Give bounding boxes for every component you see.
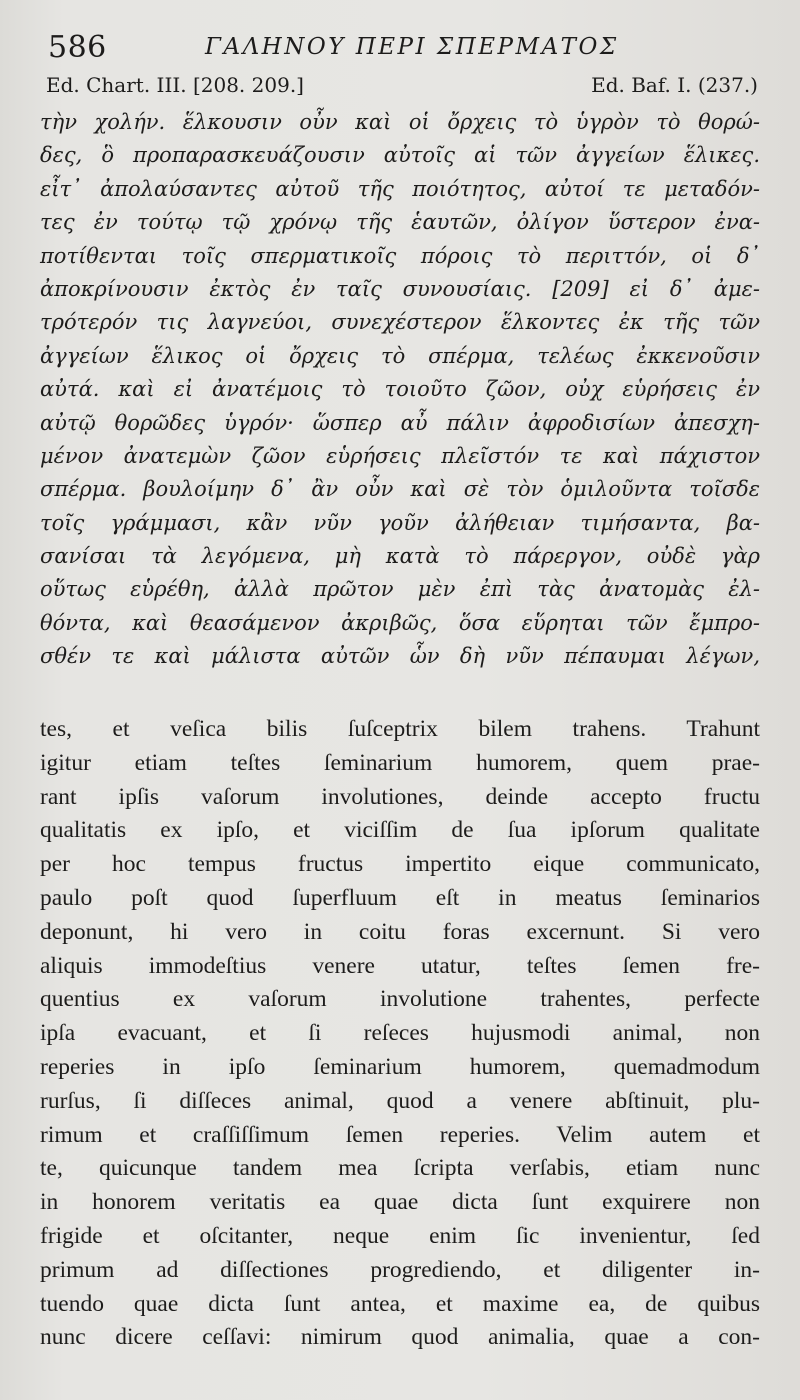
latin-text-line: te, quicunque tandem mea ſcripta verſabis, etiam nunc (40, 1155, 760, 1182)
edition-chart-reference: Ed. Chart. III. [208. 209.] (46, 73, 304, 97)
latin-text-line: ipſa evacuant, et ſi reſeces hujusmodi animal, non (40, 1020, 760, 1047)
latin-text-line: nunc dicere ceſſavi: nimirum quod animalia, quae a con- (40, 1324, 760, 1351)
greek-text-line: μένον ἀνατεμὼν ζῶον εὑρήσεις πλεῖστόν τε καὶ πάχιστον (40, 443, 760, 468)
latin-text-line: reperies in ipſo ſeminarium humorem, quemadmodum (40, 1053, 760, 1080)
greek-text-line: σπέρμα. βουλοίμην δ᾽ ἂν οὖν καὶ σὲ τὸν ὁμιλοῦντα τοῖσδε (40, 477, 760, 502)
greek-text-line: τὴν χολήν. ἕλκουσιν οὖν καὶ οἱ ὄρχεις τὸ ὑγρὸν τὸ θορώ- (40, 110, 760, 134)
greek-text-line: ἀγγείων ἕλικος οἱ ὄρχεις τὸ σπέρμα, τελέως ἐκκενοῦσιν (40, 343, 760, 368)
latin-text-line: quentius ex vaſorum involutione trahentes, perfecte (40, 986, 760, 1013)
greek-text-line: αὐτά. καὶ εἰ ἀνατέμοις τὸ τοιοῦτο ζῶον, οὐχ εὑρήσεις ἐν (40, 377, 760, 402)
greek-text-block (40, 106, 760, 674)
latin-text-line: in honorem veritatis ea quae dicta ſunt exquirere non (40, 1189, 760, 1216)
latin-text-line: frigide et oſcitanter, neque enim ſic invenientur, ſed (40, 1222, 760, 1249)
greek-text-line: τρότερόν τις λαγνεύοι, συνεχέστερον ἕλκοντες ἐκ τῆς τῶν (40, 310, 760, 335)
greek-text-line: ἀποκρίνουσιν ἐκτὸς ἐν ταῖς συνουσίαις. [209] εἰ δ᾽ ἀμε- (40, 276, 760, 301)
latin-text-line: rimum et craſſiſſimum ſemen reperies. Velim autem et (40, 1121, 760, 1148)
greek-text-line: οὕτως εὑρέθη, ἀλλὰ πρῶτον μὲν ἐπὶ τὰς ἀνατομὰς ἐλ- (40, 577, 760, 602)
edition-basel-reference: Ed. Baf. I. (237.) (591, 73, 758, 97)
page-number: 586 (48, 30, 107, 65)
greek-text-line: δες, ὃ προπαρασκευάζουσιν αὐτοῖς αἱ τῶν ἀγγείων ἕλικες. (40, 143, 760, 168)
running-head (40, 24, 760, 68)
latin-text-line: paulo poſt quod ſuperfluum eſt in meatus ſeminarios (40, 884, 760, 911)
latin-text-line: rant ipſis vaſorum involutiones, deinde accepto fructu (40, 783, 760, 810)
greek-text-line: θόντα, καὶ θεασάμενον ἀκριβῶς, ὅσα εὕρηται τῶν ἔμπρο- (40, 610, 760, 635)
latin-text-line: qualitatis ex ipſo, et viciſſim de ſua ipſorum qualitate (40, 817, 760, 844)
latin-text-line: primum ad diſſectiones progrediendo, et diligenter in- (40, 1256, 760, 1283)
latin-text-line: rurſus, ſi diſſeces animal, quod a venere abſtinuit, plu- (40, 1087, 760, 1114)
greek-text-line: τοῖς γράμμασι, κἂν νῦν γοῦν ἀλήθειαν τιμήσαντα, βα- (40, 510, 760, 535)
greek-text-line: εἶτ᾽ ἀπολαύσαντες αὐτοῦ τῆς ποιότητος, αὐτοί τε μεταδόν- (40, 176, 760, 201)
latin-text-line: tuendo quae dicta ſunt antea, et maxime ea, de quibus (40, 1290, 760, 1317)
latin-text-line: per hoc tempus fructus impertito eique communicato, (40, 851, 760, 878)
latin-text-line: aliquis immodeſtius venere utatur, teſtes ſemen fre- (40, 952, 760, 979)
greek-text-line: τες ἐν τούτῳ τῷ χρόνῳ τῆς ἑαυτῶν, ὀλίγον ὕστερον ἐνα- (40, 210, 760, 235)
greek-text-line: σανίσαι τὰ λεγόμενα, μὴ κατὰ τὸ πάρεργον, οὐδὲ γὰρ (40, 544, 760, 569)
greek-text-line: αὐτῷ θορῶδες ὑγρόν· ὥσπερ αὖ πάλιν ἀφροδισίων ἀπεσχη- (40, 410, 760, 435)
latin-text-line: tes, et veſica bilis ſuſceptrix bilem trahens. Trahunt (40, 716, 760, 742)
latin-text-block (40, 713, 760, 1355)
greek-text-line: ποτίθενται τοῖς σπερματικοῖς πόροις τὸ περιττόν, οἱ δ᾽ (40, 243, 760, 268)
running-title: ΓΑΛΗΝΟΥ ΠΕΡΙ ΣΠΕΡΜΑΤΟΣ (205, 34, 619, 60)
greek-text-line: σθέν τε καὶ μάλιστα αὐτῶν ὧν δὴ νῦν πέπαυμαι λέγων, (40, 644, 760, 669)
edition-references (46, 73, 758, 103)
latin-text-line: deponunt, hi vero in coitu foras excernunt. Si vero (40, 918, 760, 945)
latin-text-line: igitur etiam teſtes ſeminarium humorem, quem prae- (40, 749, 760, 776)
